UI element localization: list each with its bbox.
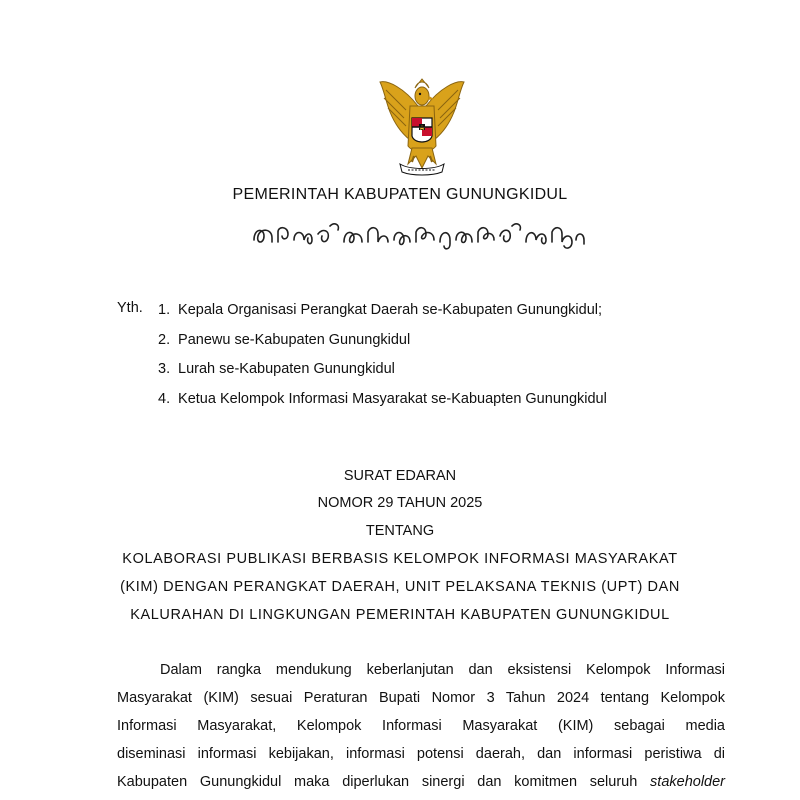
body-line: Dalam rangka mendukung keberlanjutan dan eksistensi Kelompok Informasi bbox=[160, 662, 725, 678]
body-line bbox=[117, 774, 725, 790]
addressee-item-number: 3. bbox=[158, 361, 171, 377]
addressee-label: Yth. bbox=[117, 300, 143, 316]
circular-subject-line: KALURAHAN DI LINGKUNGAN PEMERINTAH KABUPATEN GUNUNGKIDUL bbox=[130, 607, 670, 623]
body-line-text: Kabupaten Gunungkidul maka diperlukan sinergi dan komitmen seluruh bbox=[117, 774, 638, 790]
addressee-list bbox=[158, 300, 607, 418]
body-line: diseminasi informasi kebijakan, informasi potensi daerah, dan informasi peristiwa di bbox=[117, 746, 725, 762]
government-title: PEMERINTAH KABUPATEN GUNUNGKIDUL bbox=[232, 186, 568, 203]
circular-title: SURAT EDARAN bbox=[343, 468, 457, 484]
addressee-item-number: 4. bbox=[158, 390, 171, 407]
addressee-item-text: Panewu se-Kabupaten Gunungkidul bbox=[178, 331, 411, 348]
body-line: Informasi Masyarakat, Kelompok Informasi Masyarakat (KIM) sebagai media bbox=[117, 718, 725, 734]
body-line: Masyarakat (KIM) sesuai Peraturan Bupati Nomor 3 Tahun 2024 tentang Kelompok bbox=[117, 690, 725, 706]
garuda-pancasila-emblem bbox=[374, 76, 470, 178]
addressee-item-text: Ketua Kelompok Informasi Masyarakat se-Kabuapten Gunungkidul bbox=[178, 390, 607, 407]
addressee-item bbox=[158, 359, 607, 389]
addressee-item-text: Kepala Organisasi Perangkat Daerah se-Kabupaten Gunungkidul; bbox=[178, 302, 603, 318]
circular-subject-line: (KIM) DENGAN PERANGKAT DAERAH, UNIT PELAKSANA TEKNIS (UPT) DAN bbox=[120, 579, 680, 595]
addressee-item-number: 2. bbox=[158, 331, 171, 348]
addressee-item-text: Lurah se-Kabupaten Gunungkidul bbox=[178, 361, 395, 377]
body-line-italic-word: stakeholder bbox=[650, 774, 726, 790]
addressee-item bbox=[158, 300, 607, 330]
circular-number: NOMOR 29 TAHUN 2025 bbox=[317, 495, 483, 511]
circular-about: TENTANG bbox=[365, 523, 435, 539]
addressee-item-number: 1. bbox=[158, 302, 171, 318]
circular-subject-line: KOLABORASI PUBLIKASI BERBASIS KELOMPOK INFORMASI MASYARAKAT bbox=[122, 551, 678, 567]
addressee-item bbox=[158, 389, 607, 419]
javanese-script-title bbox=[250, 218, 590, 254]
addressee-item bbox=[158, 330, 607, 360]
